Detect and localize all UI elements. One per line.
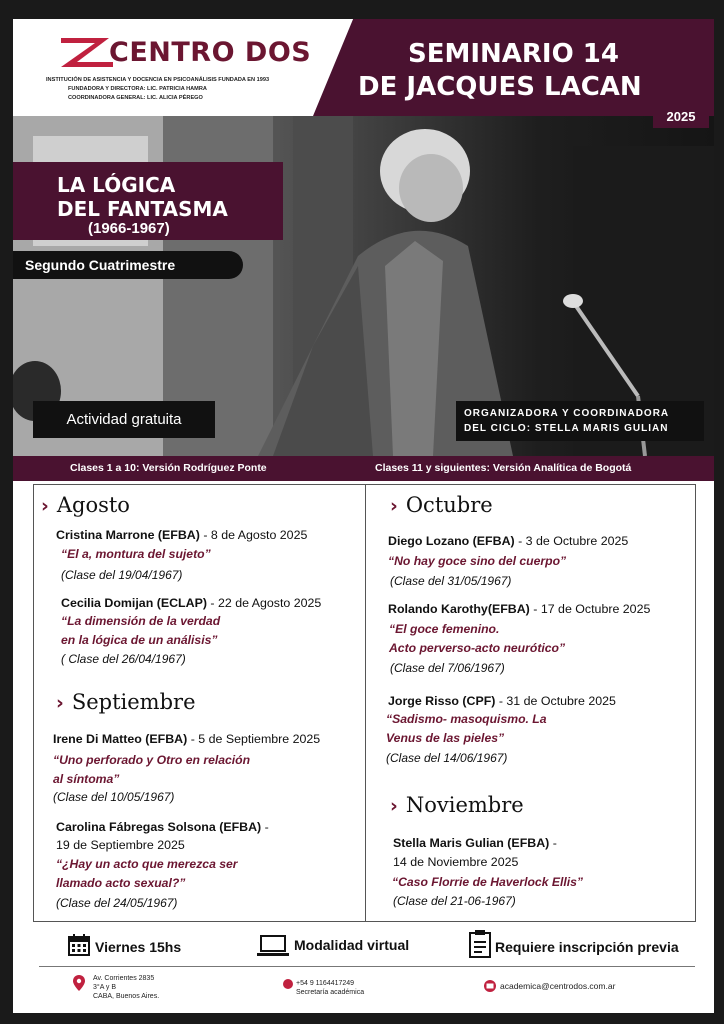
centro-dos-logo-icon bbox=[57, 34, 117, 70]
logo-text: CENTRO DOS bbox=[109, 37, 312, 68]
phone-label: Secretaría académica bbox=[296, 989, 365, 996]
speaker-name: Cecilia Domijan (ECLAP) bbox=[61, 596, 207, 610]
email-address[interactable]: academica@centrodos.com.ar bbox=[500, 981, 616, 991]
session-title-line1: “El goce femenino. bbox=[389, 622, 500, 636]
chevron-right-icon: › bbox=[56, 692, 64, 714]
footer-divider bbox=[39, 966, 695, 967]
clipboard-icon bbox=[468, 929, 492, 959]
seminar-title-line1: SEMINARIO 14 bbox=[408, 39, 619, 69]
speaker-name: Jorge Risso (CPF) bbox=[388, 694, 496, 708]
session-class: (Clase del 21-06-1967) bbox=[393, 894, 516, 908]
session-date: - bbox=[549, 836, 557, 850]
month-septiembre bbox=[56, 690, 196, 714]
organizer-line1: ORGANIZADORA Y COORDINADORA bbox=[464, 408, 670, 419]
chevron-right-icon: › bbox=[390, 795, 398, 817]
session-date: - 22 de Agosto 2025 bbox=[206, 596, 322, 610]
phone-icon bbox=[283, 979, 293, 989]
session-date: - 17 de Octubre 2025 bbox=[529, 602, 651, 616]
session-date: - bbox=[261, 820, 269, 834]
speaker-affiliation: (EFBA) bbox=[487, 602, 530, 616]
session-title bbox=[56, 855, 238, 893]
session-title-line2: Venus de las pieles” bbox=[386, 731, 505, 745]
session-date: - 3 de Octubre 2025 bbox=[514, 534, 629, 548]
speaker-name: Cristina Marrone (EFBA) bbox=[56, 528, 200, 542]
speaker-name: Stella Maris Gulian (EFBA) bbox=[393, 836, 550, 850]
session-title: “El a, montura del sujeto” bbox=[61, 547, 211, 561]
session-title-line1: “Sadismo- masoquismo. La bbox=[386, 712, 547, 726]
session-title bbox=[53, 751, 250, 789]
month-label: Agosto bbox=[56, 493, 130, 517]
version-left: Clases 1 a 10: Versión Rodríguez Ponte bbox=[70, 462, 267, 474]
session-class: (Clase del 7/06/1967) bbox=[390, 661, 505, 675]
speaker-name: Diego Lozano (EFBA) bbox=[388, 534, 515, 548]
session-date: - 8 de Agosto 2025 bbox=[199, 528, 308, 542]
session-title: “No hay goce sino del cuerpo” bbox=[388, 554, 567, 568]
organizer-line2: DEL CICLO: STELLA MARIS GULIAN bbox=[464, 423, 669, 434]
month-noviembre bbox=[390, 793, 524, 817]
session-class: ( Clase del 26/04/1967) bbox=[61, 652, 186, 666]
seminar-years: (1966-1967) bbox=[88, 220, 170, 237]
modality: Modalidad virtual bbox=[294, 937, 410, 953]
versions-band bbox=[13, 456, 714, 481]
term-label: Segundo Cuatrimestre bbox=[13, 251, 243, 279]
speaker-name: Irene Di Matteo (EFBA) bbox=[53, 732, 188, 746]
month-agosto bbox=[41, 493, 130, 517]
year-badge: 2025 bbox=[653, 106, 709, 128]
email-icon bbox=[483, 980, 497, 992]
speaker-line bbox=[393, 836, 557, 850]
month-label: Octubre bbox=[405, 493, 493, 517]
chevron-right-icon: › bbox=[41, 495, 49, 517]
address-line2: 3°A y B bbox=[93, 984, 117, 991]
address bbox=[93, 974, 159, 1001]
session-title-line2: al síntoma” bbox=[53, 772, 120, 786]
institution-line: INSTITUCIÓN DE ASISTENCIA Y DOCENCIA EN PSICOANÁLISIS FUNDADA EN 1993 bbox=[46, 77, 270, 83]
session-date-line2: 14 de Noviembre 2025 bbox=[393, 855, 519, 869]
speaker-line bbox=[388, 694, 616, 708]
registration-required: Requiere inscripción previa bbox=[495, 939, 679, 955]
flyer-sheet bbox=[13, 19, 714, 1013]
free-activity-label: Actividad gratuita bbox=[33, 401, 215, 438]
session-title bbox=[61, 612, 220, 650]
seminar-title-line2: DE JACQUES LACAN bbox=[358, 72, 642, 102]
session-title-line1: “La dimensión de la verdad bbox=[61, 614, 221, 628]
address-line3: CABA, Buenos Aires. bbox=[93, 993, 160, 1000]
session-date: - 31 de Octubre 2025 bbox=[495, 694, 616, 708]
session-class: (Clase del 24/05/1967) bbox=[56, 896, 178, 910]
phone-number: +54 9 1164417249 bbox=[296, 980, 355, 987]
speaker-line bbox=[388, 534, 628, 548]
speaker-line bbox=[388, 602, 650, 616]
location-pin-icon bbox=[73, 975, 85, 991]
session-class: (Clase del 14/06/1967) bbox=[386, 751, 508, 765]
session-title: “Caso Florrie de Haverlock Ellis” bbox=[392, 875, 584, 889]
seminar-subtitle-line1: LA LÓGICA bbox=[57, 173, 176, 197]
session-date: - 5 de Septiembre 2025 bbox=[187, 732, 321, 746]
session-title-line1: “Uno perforado y Otro en relación bbox=[53, 753, 251, 767]
speaker-name: Rolando Karothy bbox=[388, 602, 488, 616]
session-title bbox=[386, 710, 547, 748]
laptop-icon bbox=[257, 935, 289, 957]
organizer-box bbox=[456, 401, 704, 441]
speaker-line bbox=[56, 528, 307, 542]
session-title-line2: en la lógica de un análisis” bbox=[61, 633, 218, 647]
founder-line: FUNDADORA Y DIRECTORA: LIC. PATRICIA HAMRA bbox=[68, 86, 207, 92]
session-class: (Clase del 31/05/1967) bbox=[390, 574, 512, 588]
speaker-name: Carolina Fábregas Solsona (EFBA) bbox=[56, 820, 262, 834]
session-date-line2: 19 de Septiembre 2025 bbox=[56, 838, 185, 852]
logo-area bbox=[13, 19, 343, 116]
chevron-right-icon: › bbox=[390, 495, 398, 517]
speaker-line bbox=[53, 732, 320, 746]
address-line1: Av. Corrientes 2835 bbox=[93, 975, 155, 982]
speaker-line bbox=[56, 820, 269, 834]
calendar-icon bbox=[67, 933, 91, 957]
coordinator-line: COORDINADORA GENERAL: LIC. ALICIA PÉREGO bbox=[68, 95, 203, 101]
month-octubre bbox=[390, 493, 493, 517]
session-class: (Clase del 10/05/1967) bbox=[53, 790, 175, 804]
month-label: Noviembre bbox=[405, 793, 524, 817]
month-label: Septiembre bbox=[71, 690, 196, 714]
schedule-day: Viernes 15hs bbox=[95, 939, 182, 955]
seminar-subtitle-line2: DEL FANTASMA bbox=[57, 197, 228, 221]
version-right: Clases 11 y siguientes: Versión Analítica de Bogotá bbox=[375, 462, 632, 474]
speaker-line bbox=[61, 596, 321, 610]
session-title-line2: Acto perverso-acto neurótico” bbox=[389, 641, 566, 655]
session-title bbox=[389, 620, 565, 658]
schedule-divider bbox=[365, 484, 366, 922]
session-title-line1: “¿Hay un acto que merezca ser bbox=[56, 857, 238, 871]
session-class: (Clase del 19/04/1967) bbox=[61, 568, 183, 582]
session-title-line2: llamado acto sexual?” bbox=[56, 876, 186, 890]
